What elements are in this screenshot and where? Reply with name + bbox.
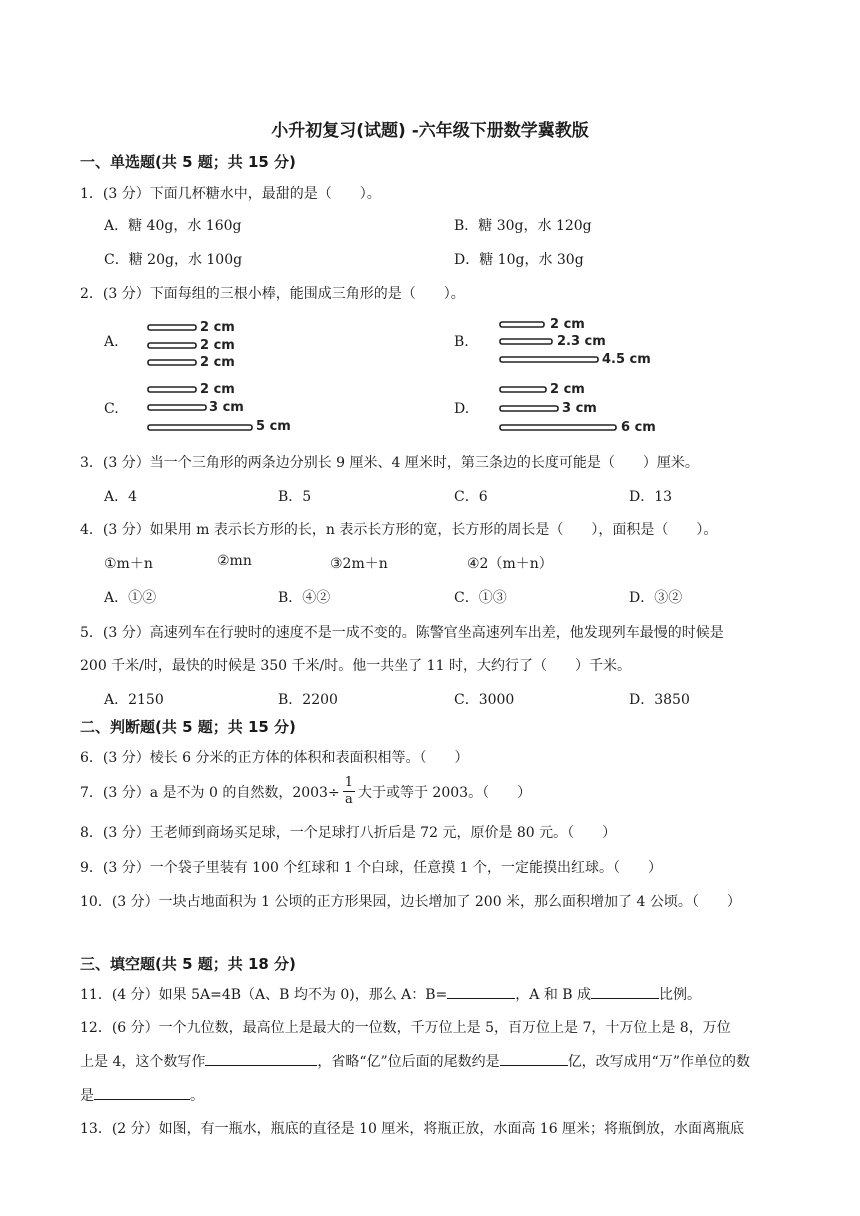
stick-label-d-2: 3 cm xyxy=(562,401,597,416)
stick-label-c-2: 3 cm xyxy=(209,400,244,415)
sticks-figure-a xyxy=(145,315,265,371)
question-12-part-2: 上是 4，这个数写作 xyxy=(80,1054,206,1070)
question-4-option-d: D．③② xyxy=(629,590,683,606)
question-2-stem: 2．(3 分）下面每组的三根小棒，能围成三角形的是（ ）。 xyxy=(80,286,465,302)
question-4-option-a: A．①② xyxy=(104,590,157,606)
fraction-denominator: a xyxy=(344,792,353,807)
question-1-option-d: D．糖 10g，水 30g xyxy=(454,252,584,268)
stick-label-a-3: 2 cm xyxy=(200,355,235,370)
question-8: 8．(3 分）王老师到商场买足球，一个足球打八折后是 72 元，原价是 80 元。（ ） xyxy=(80,825,617,841)
stick-label-a-2: 2 cm xyxy=(200,338,235,353)
question-10: 10．(3 分）一块占地面积为 1 公顷的正方形果园，边长增加了 200 米，那么面积增加了 4 公顷。（ ） xyxy=(80,894,741,910)
question-12-line-1: 12．(6 分）一个九位数，最高位上是最大的一位数，千万位上是 5，百万位上是 7，十万位上是 8，万位 xyxy=(80,1020,731,1036)
question-2-option-a: A. xyxy=(104,334,119,350)
question-9: 9．(3 分）一个袋子里装有 100 个红球和 1 个白球，任意摸 1 个，一定能摸出红球。（ ） xyxy=(80,860,662,876)
section-heading-single-choice: 一、单选题(共 5 题；共 15 分) xyxy=(80,153,296,171)
stick-b-2 xyxy=(500,339,552,344)
question-5-stem-line-1: 5．(3 分）高速列车在行驶时的速度不是一成不变的。陈警官坐高速列车出差，他发现列车最慢的时候是 xyxy=(80,625,724,641)
question-7-prefix: 7．(3 分）a 是不为 0 的自然数，2003÷ xyxy=(80,784,340,801)
question-7-suffix: 大于或等于 2003。（ ） xyxy=(357,784,532,801)
question-11-part-2: ，A 和 B 成 xyxy=(515,987,592,1003)
question-7-fraction xyxy=(343,775,355,808)
stick-d-3 xyxy=(500,425,616,430)
question-1-option-b: B．糖 30g，水 120g xyxy=(454,218,592,234)
sticks-figure-b xyxy=(497,313,657,371)
stick-c-1 xyxy=(148,387,196,392)
stick-c-3 xyxy=(148,425,252,430)
sticks-figure-d xyxy=(497,378,667,436)
stick-label-d-3: 6 cm xyxy=(621,420,656,435)
stick-a-1 xyxy=(148,325,196,330)
answer-blank-number[interactable] xyxy=(205,1051,317,1066)
question-2-option-d: D. xyxy=(454,401,470,417)
question-5-stem-line-2: 200 千米/时，最快的时候是 350 千米/时。他一共坐了 11 时，大约行了（ ）千米。 xyxy=(80,658,631,674)
question-4-choice-4: ④2（m＋n） xyxy=(467,556,553,572)
question-11-part-3: 比例。 xyxy=(659,987,702,1003)
question-3-option-c: C．6 xyxy=(454,489,488,505)
question-6: 6．(3 分）棱长 6 分米的正方体的体积和表面积相等。（ ） xyxy=(80,750,469,766)
stick-label-d-1: 2 cm xyxy=(550,382,585,397)
stick-label-c-1: 2 cm xyxy=(200,382,235,397)
page-title: 小升初复习(试题) -六年级下册数学冀教版 xyxy=(271,121,589,141)
answer-blank-ratio[interactable] xyxy=(447,984,515,999)
question-4-choice-2: ②mn xyxy=(217,553,252,569)
question-11-part-1: 11．(4 分）如果 5A=4B（A、B 均不为 0)，那么 A：B= xyxy=(80,987,448,1003)
question-4-choice-1: ①m＋n xyxy=(104,556,153,572)
answer-blank-proportion[interactable] xyxy=(591,984,659,999)
question-12-part-5: 是 xyxy=(80,1088,94,1104)
question-3-option-a: A．4 xyxy=(104,489,138,505)
stick-label-c-3: 5 cm xyxy=(256,419,291,434)
question-5-option-b: B．2200 xyxy=(278,692,338,708)
question-2-option-b: B. xyxy=(454,334,469,350)
stick-d-2 xyxy=(500,406,558,411)
question-11 xyxy=(80,984,701,1004)
stick-label-b-3: 4.5 cm xyxy=(602,352,651,367)
stick-label-b-2: 2.3 cm xyxy=(557,334,606,349)
answer-blank-wan[interactable] xyxy=(94,1085,190,1100)
question-4-stem: 4．(3 分）如果用 m 表示长方形的长，n 表示长方形的宽，长方形的周长是（ ），面积是（ ）。 xyxy=(80,522,718,538)
question-3-stem: 3．(3 分）当一个三角形的两条边分别长 9 厘米、4 厘米时，第三条边的长度可能是（ ）厘米。 xyxy=(80,455,699,471)
question-5-option-d: D．3850 xyxy=(629,692,690,708)
stick-a-2 xyxy=(148,343,196,348)
stick-a-3 xyxy=(148,360,196,365)
question-4-option-c: C．①③ xyxy=(454,590,507,606)
section-heading-fill-blank: 三、填空题(共 5 题；共 18 分) xyxy=(80,955,296,973)
stick-label-a-1: 2 cm xyxy=(200,320,235,335)
question-5-option-c: C．3000 xyxy=(454,692,515,708)
stick-b-1 xyxy=(500,322,544,327)
stick-b-3 xyxy=(500,357,598,362)
question-5-option-a: A．2150 xyxy=(104,692,164,708)
question-3-option-d: D．13 xyxy=(629,489,673,505)
question-12-part-6: 。 xyxy=(190,1088,204,1104)
answer-blank-approx-yi[interactable] xyxy=(500,1051,568,1066)
question-4-option-b: B．④② xyxy=(278,590,331,606)
question-2-option-c: C. xyxy=(104,401,119,417)
question-12-part-4: 亿，改写成用“万”作单位的数 xyxy=(567,1054,751,1070)
question-1-stem: 1．(3 分）下面几杯糖水中，最甜的是（ ）。 xyxy=(80,186,381,202)
question-12-line-3 xyxy=(80,1085,204,1105)
question-1-option-c: C．糖 20g，水 100g xyxy=(104,252,243,268)
stick-d-1 xyxy=(500,387,546,392)
question-12-part-3: ，省略“亿”位后面的尾数约是 xyxy=(317,1054,500,1070)
question-12-line-2 xyxy=(80,1051,750,1071)
question-1-option-a: A．糖 40g，水 160g xyxy=(104,218,242,234)
stick-label-b-1: 2 cm xyxy=(550,317,585,332)
fraction-numerator: 1 xyxy=(344,775,353,790)
sticks-figure-c xyxy=(145,378,305,436)
question-4-choice-3: ③2m＋n xyxy=(330,556,388,572)
stick-c-2 xyxy=(148,405,206,410)
question-7 xyxy=(80,775,531,808)
question-3-option-b: B．5 xyxy=(278,489,312,505)
question-13: 13．(2 分）如图，有一瓶水，瓶底的直径是 10 厘米，将瓶正放，水面高 16 厘米；将瓶倒放，水面离瓶底 xyxy=(80,1121,745,1137)
section-heading-true-false: 二、判断题(共 5 题；共 15 分) xyxy=(80,718,296,736)
